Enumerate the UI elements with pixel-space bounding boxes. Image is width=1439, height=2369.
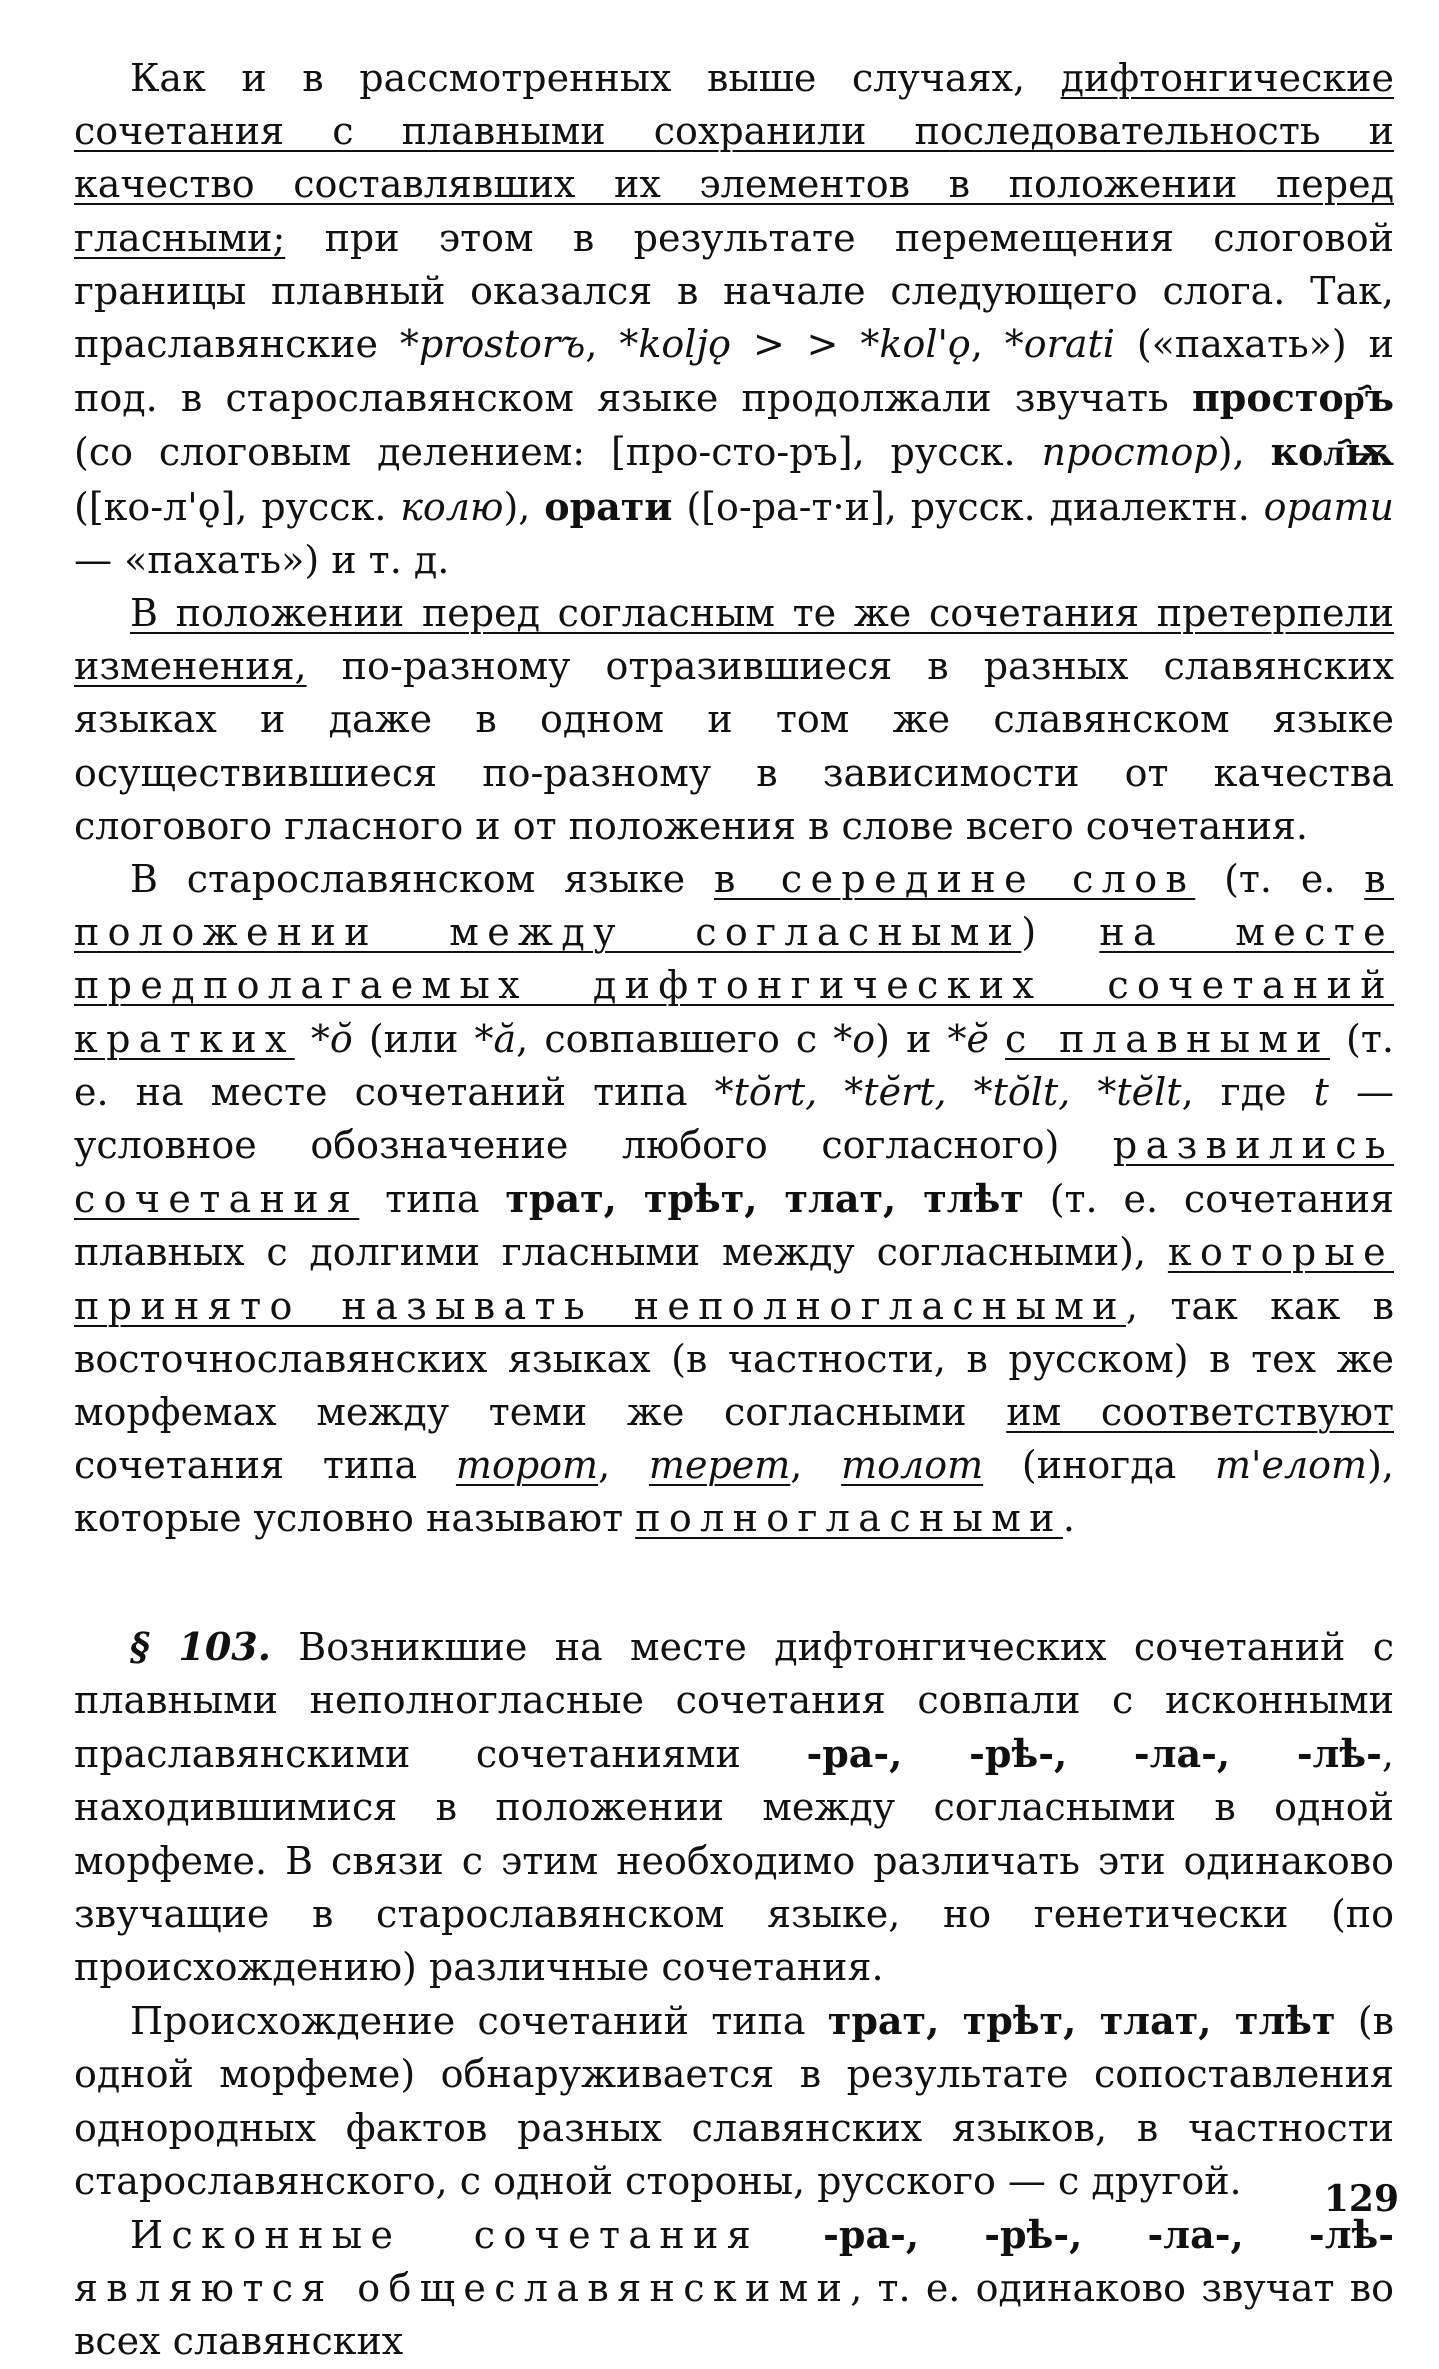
section-number: § 103. <box>130 1623 271 1669</box>
text-run: Происхождение сочетаний типа <box>130 1999 828 2044</box>
italic-term: т'елот <box>1215 1443 1368 1488</box>
paragraph-1 <box>74 52 1394 587</box>
text-run: , <box>598 1443 649 1488</box>
italic-term: торот <box>455 1443 599 1488</box>
text-run: ) и <box>875 1016 948 1061</box>
paragraph-2 <box>74 587 1394 853</box>
old-slavonic-word: простор҄ъ <box>1191 375 1394 421</box>
text-run: , так как в восточнославянских языках (в частности, в русском) в тех же морфемах между теми же согласными <box>74 1283 1394 1435</box>
italic-term: *o <box>833 1016 876 1061</box>
spaced-underlined-text: в положении между согласными <box>74 857 1394 955</box>
old-slavonic-word: кол҄ѭ <box>1270 429 1395 475</box>
paragraph-6 <box>74 2208 1394 2369</box>
old-slavonic-word: -ра-, -рѣ-, -ла-, -лѣ- <box>823 2211 1394 2257</box>
text-run: ), которые условно называют <box>74 1443 1394 1541</box>
text-run: (со слоговым делением: [про-сто-ръ], русск. <box>74 430 1042 475</box>
text-run: — «пахать») и т. д. <box>74 537 450 582</box>
text-run: В старославянском языке <box>130 857 714 902</box>
text-run: , <box>970 322 1005 367</box>
text-run: . <box>1062 1496 1075 1541</box>
italic-term: терет <box>648 1443 791 1488</box>
italic-term: колю <box>400 484 504 529</box>
text-run: , <box>790 1443 842 1488</box>
spaced-underlined-text: в середине слов <box>713 857 1196 902</box>
text-run: (т. е. на месте сочетаний типа <box>74 1016 1394 1114</box>
text-run: («пахать») и под. в старославянском языке продолжали звучать <box>74 322 1394 421</box>
text-run: , где <box>1181 1069 1314 1114</box>
text-run: (т. е. сочетания плавных с долгими гласными между согласными), <box>74 1177 1394 1275</box>
page-body <box>74 52 1394 2369</box>
paragraph-3 <box>74 853 1394 1546</box>
text-run: , т. е. одинаково звучат во всех славянских <box>74 2266 1394 2364</box>
text-run: сочетания типа <box>74 1443 456 1488</box>
italic-term: *koljǫ > > *kol'ǫ <box>619 322 971 367</box>
text-run: , <box>585 322 620 367</box>
text-run: типа <box>359 1177 506 1222</box>
italic-term: *orati <box>1004 322 1115 367</box>
paragraph-5 <box>74 1994 1394 2208</box>
italic-term: *prostorъ <box>399 322 586 367</box>
text-run: по-разному отразившиеся в разных славянских языках и даже в одном и том же славянском языке осуществившиеся по-разному в зависимости от качества слогового гласного и от положения в слове всего сочетания. <box>74 644 1394 848</box>
italic-term: *ă <box>474 1016 517 1061</box>
text-run: ([о-ра-т·и], русск. диалектн. <box>672 484 1264 529</box>
text-run <box>989 1017 1005 1061</box>
italic-term: простор <box>1041 430 1218 475</box>
underlined-text: им соответствуют <box>1006 1390 1394 1435</box>
italic-term: орати <box>1263 484 1394 529</box>
underlined-text: В положении перед согласным те же сочетания претерпели изменения, <box>74 591 1394 689</box>
text-run: , находившимися в положении между согласными в одной морфеме. В связи с этим необходимо различать эти одинаково звучащие в старославянском языке, но генетически (по происхождению) различные сочетания. <box>74 1732 1394 1989</box>
underlined-text: дифтонгические сочетания с плавными сохранили последовательность и качество составлявших их элементов в положении перед гласными; <box>74 56 1394 260</box>
text-run: при этом в результате перемещения слоговой границы плавный оказался в начале следующего слога. Так, праславянские <box>74 215 1394 367</box>
text-run: (т. е. <box>1195 857 1365 902</box>
old-slavonic-word: трат, трѣт, тлат, тлѣт <box>827 1998 1336 2044</box>
old-slavonic-word: -ра-, -рѣ-, -ла-, -лѣ- <box>806 1731 1382 1777</box>
text-run: , совпавшего с <box>516 1016 834 1061</box>
text-run: (иногда <box>983 1443 1215 1488</box>
spaced-text: Исконные сочетания <box>130 2212 760 2257</box>
text-run: — условное обозначение любого согласного) <box>74 1069 1394 1168</box>
spaced-underlined-text: на месте предполагаемых дифтонгических сочетаний кратких <box>74 910 1395 1061</box>
page-number: 129 <box>1323 2178 1399 2220</box>
text-run: ), <box>503 484 545 529</box>
text-run: ), <box>1217 430 1271 475</box>
old-slavonic-word: трат, трѣт, тлат, тлѣт <box>505 1176 1024 1222</box>
text-run <box>295 1017 311 1061</box>
italic-term: *tŏrt, *tĕrt, *tŏlt, *tĕlt <box>714 1069 1182 1114</box>
spaced-underlined-text: полногласными <box>635 1496 1063 1541</box>
old-slavonic-word: орати <box>544 483 673 529</box>
text-run <box>759 2213 823 2257</box>
text-run: ) <box>1021 910 1100 955</box>
text-run: Возникшие на месте дифтонгических сочетаний с плавными неполногласные сочетания совпали с исконными праславянскими сочетаниями <box>74 1624 1395 1777</box>
text-run: ([ко-л'ǫ], русск. <box>74 484 401 529</box>
spaced-underlined-text: развились сочетания <box>74 1123 1394 1222</box>
spaced-text: являются общеславянскими <box>74 2266 851 2311</box>
text-run: (или <box>352 1016 475 1061</box>
text-run: (в одной морфеме) обнаруживается в результате сопоставления однородных фактов разных славянских языков, в частности старославянского, с одной стороны, русского — с другой. <box>74 1999 1394 2203</box>
italic-term: *ŏ <box>310 1016 353 1061</box>
spaced-underlined-text: которые принято называть неполногласными <box>74 1230 1394 1328</box>
paragraph-4 <box>74 1620 1394 1994</box>
italic-term: *ĕ <box>947 1016 989 1061</box>
text-run: Как и в рассмотренных выше случаях, <box>130 56 1061 100</box>
italic-term: толот <box>841 1443 984 1488</box>
italic-term: t <box>1313 1069 1329 1114</box>
spaced-underlined-text: с плавными <box>1005 1016 1330 1061</box>
